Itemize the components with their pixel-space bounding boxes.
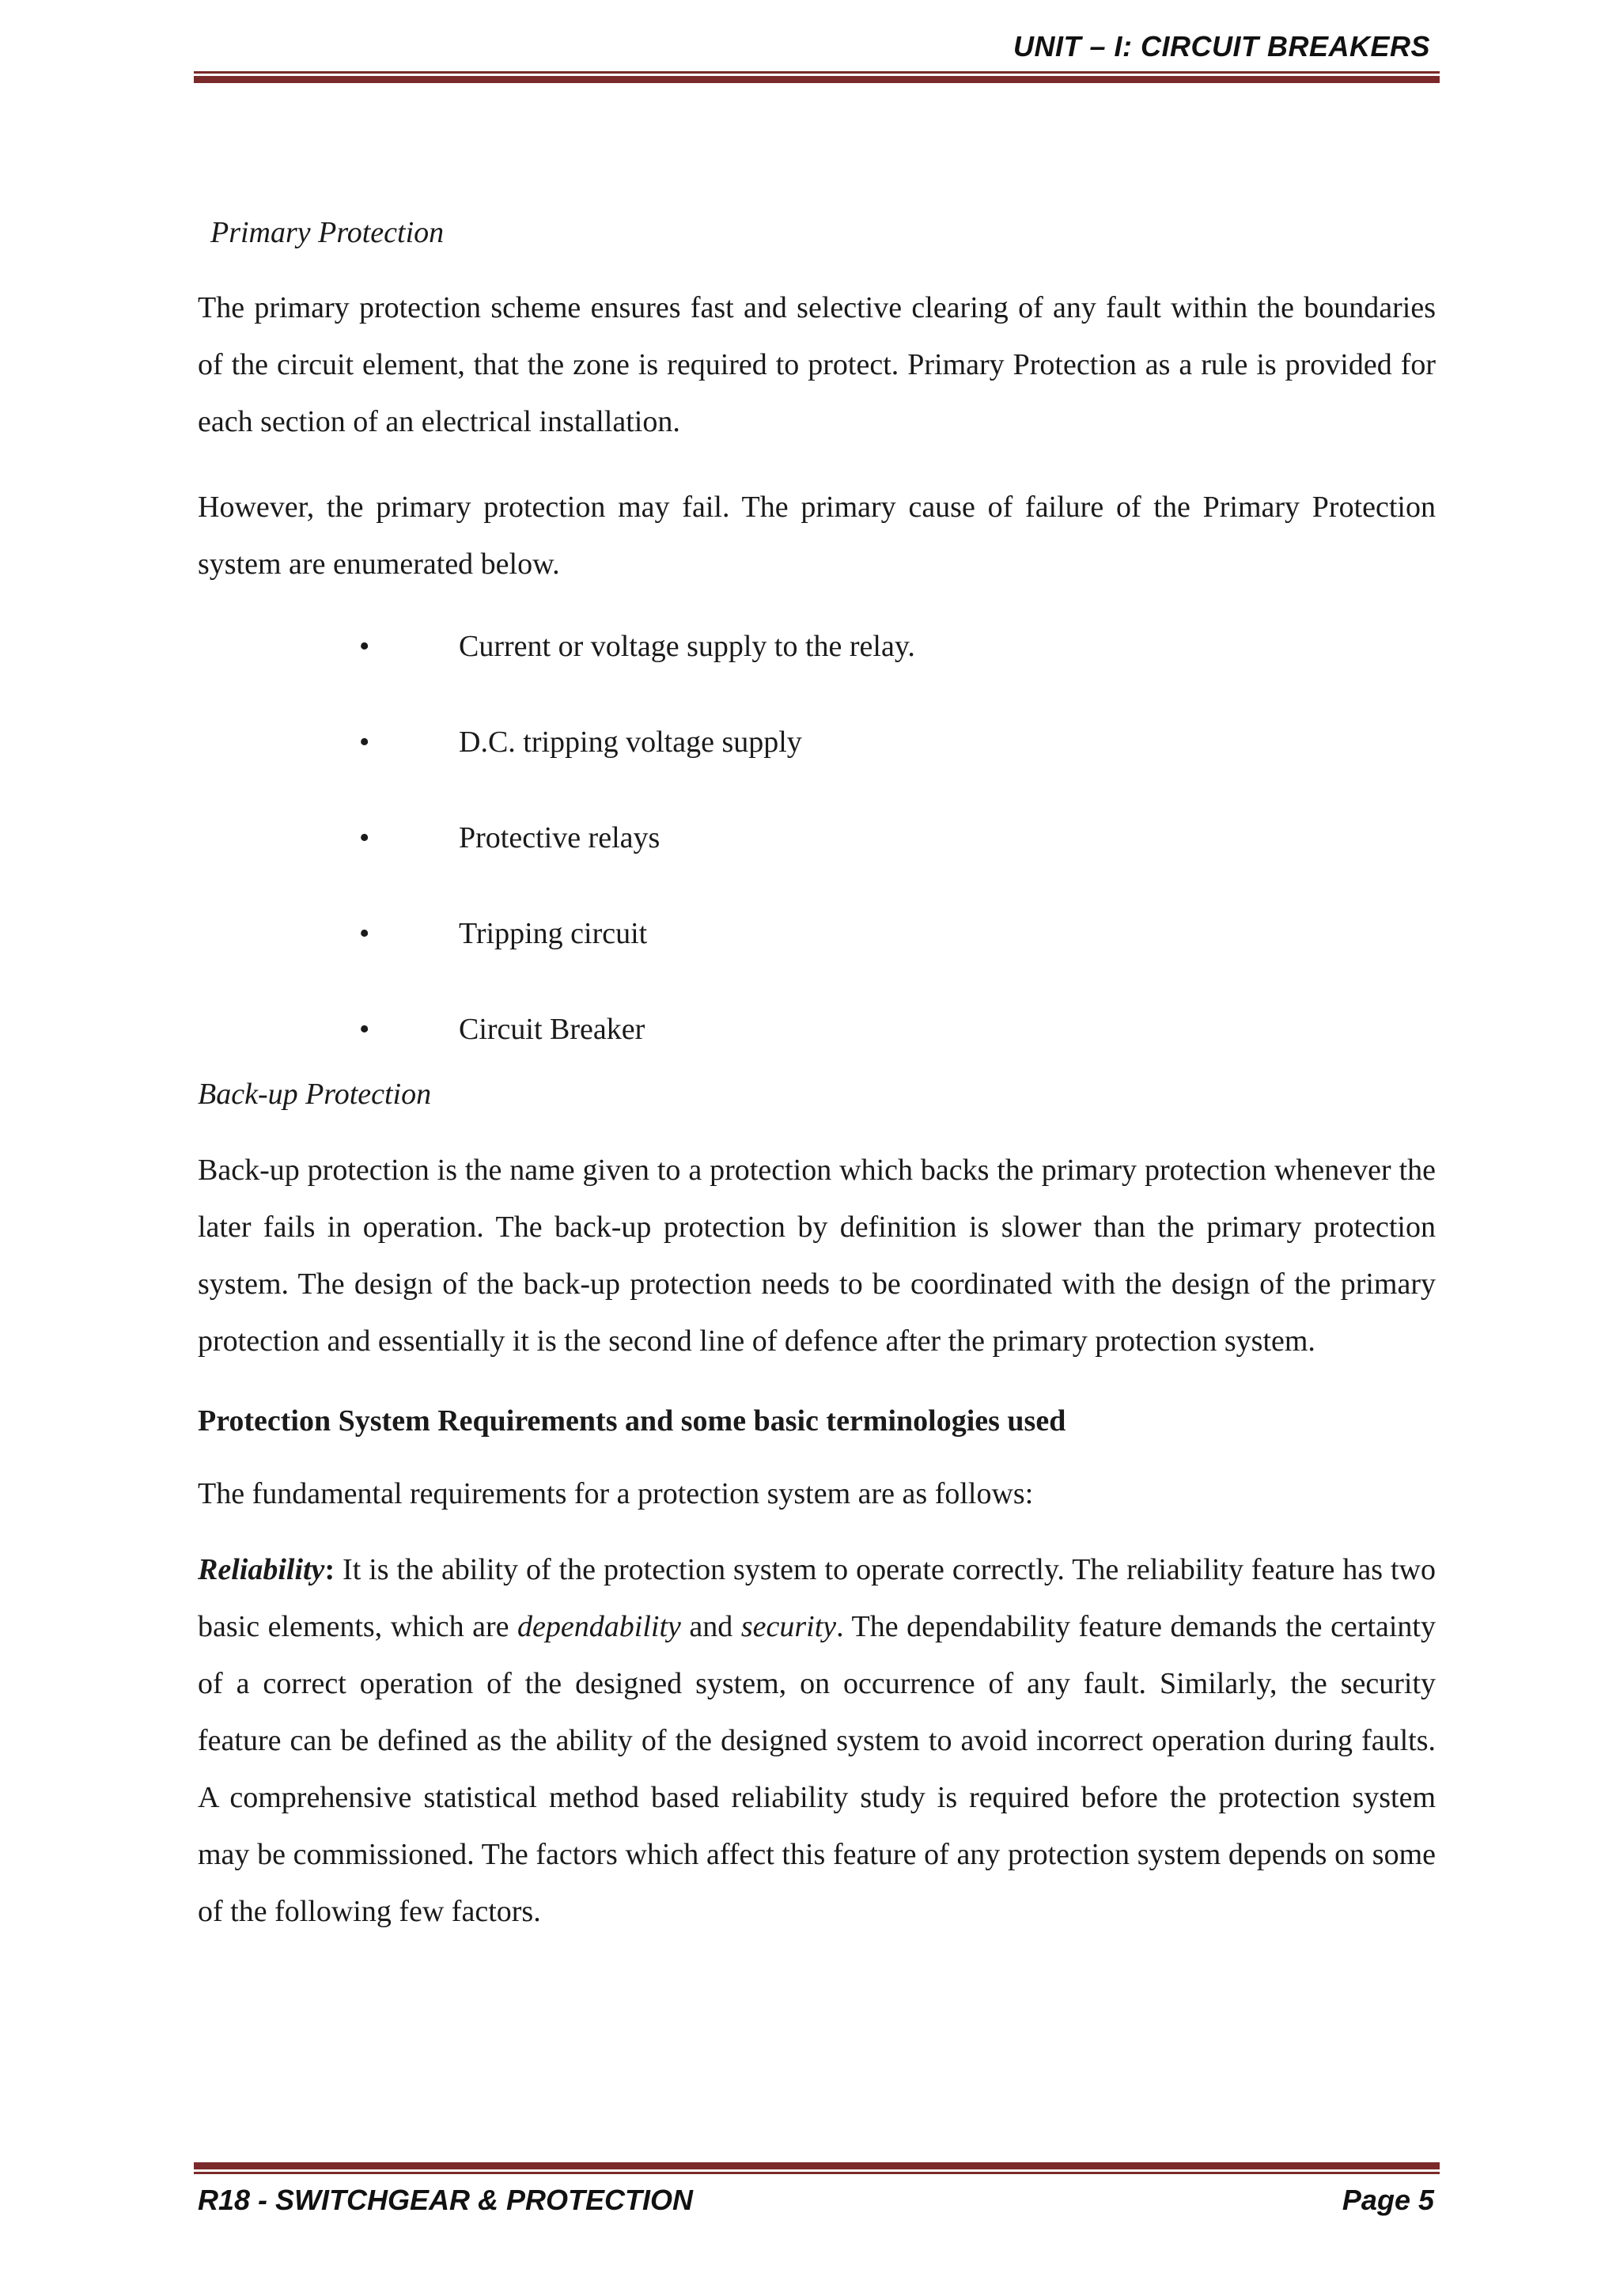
- requirements-heading: Protection System Requirements and some basic terminologies used: [198, 1404, 1066, 1438]
- primary-failure-paragraph: However, the primary protection may fail. The primary cause of failure of the Primary Protection system are enumerated below.: [198, 491, 1436, 581]
- list-item: [198, 1001, 1436, 1066]
- page-number: Page 5: [1342, 2184, 1434, 2216]
- list-item: [198, 618, 1436, 714]
- reliability-text-2: and: [680, 1610, 741, 1643]
- reliability-paragraph: [198, 1541, 1436, 1940]
- bullet-icon: •: [359, 1013, 370, 1046]
- list-item-text: D.C. tripping voltage supply: [459, 726, 802, 759]
- list-item-text: Circuit Breaker: [459, 1013, 645, 1046]
- requirements-intro: The fundamental requirements for a protection system are as follows:: [198, 1477, 1034, 1510]
- security-term: security: [740, 1610, 837, 1643]
- reliability-colon: :: [324, 1553, 335, 1586]
- footer-rule: [194, 2162, 1440, 2174]
- reliability-text-3: . The dependability feature demands the certainty of a correct operation of the designed system, on occurrence of any fault. Similarly, the security feature can be defined as the ability of the designed system to avoid incorrect operation during faults. A comprehensive statistical method based reliability study is required before the protection system may be commissioned. The factors which affect this feature of any protection system depends on some of the following few factors.: [198, 1610, 1436, 1928]
- footer-course-title: R18 - SWITCHGEAR & PROTECTION: [198, 2184, 694, 2216]
- reliability-text-1: It is the ability of the protection system to operate correctly. The reliability feature has two basic elements, which are: [198, 1553, 1436, 1643]
- failure-causes-list: [198, 618, 1436, 1066]
- list-item-text: Protective relays: [459, 821, 660, 854]
- list-item: [198, 809, 1436, 905]
- list-item-text: Current or voltage supply to the relay.: [459, 630, 915, 663]
- primary-protection-heading: Primary Protection: [210, 216, 445, 249]
- list-item: [198, 905, 1436, 1001]
- bullet-icon: •: [359, 917, 370, 950]
- header-rule: [194, 71, 1440, 83]
- primary-protection-paragraph: The primary protection scheme ensures fast and selective clearing of any fault within the boundaries of the circuit element, that the zone is required to protect. Primary Protection as a rule is provided for each section of an electrical installation.: [198, 291, 1436, 438]
- list-item: [198, 714, 1436, 809]
- page-body: [198, 204, 1436, 1940]
- backup-protection-paragraph: Back-up protection is the name given to a protection which backs the primary protection whenever the later fails in operation. The back-up protection by definition is slower than the primary protection system. The design of the back-up protection needs to be coordinated with the design of the primary protection and essentially it is the second line of defence after the primary protection system.: [198, 1154, 1436, 1358]
- list-item-text: Tripping circuit: [459, 917, 648, 950]
- bullet-icon: •: [359, 726, 370, 759]
- header-title: UNIT – I: CIRCUIT BREAKERS: [1012, 30, 1430, 63]
- dependability-term: dependability: [517, 1610, 681, 1643]
- bullet-icon: •: [359, 630, 370, 663]
- bullet-icon: •: [359, 821, 370, 854]
- backup-protection-heading: Back-up Protection: [198, 1078, 432, 1111]
- reliability-label: Reliability: [198, 1553, 325, 1586]
